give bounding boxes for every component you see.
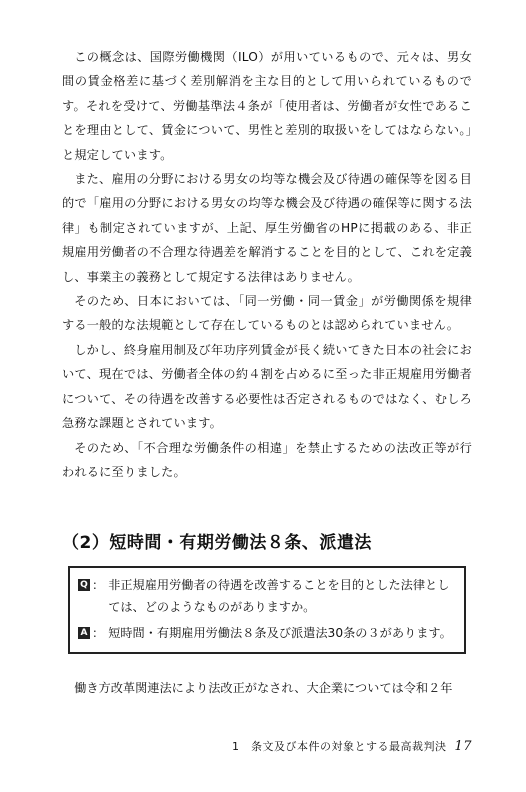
paragraph-3: そのため、日本においては、「同一労働・同一賃金」が労働関係を規律する一般的な法規範として存在しているものとは認められていません。	[62, 294, 472, 333]
question-mark-icon: Q	[78, 579, 90, 591]
question-row	[78, 574, 456, 618]
question-text: 非正規雇用労働者の待遇を改善することを目的とした法律としては、どのようなものがありますか。	[108, 578, 450, 614]
page-footer	[232, 738, 472, 754]
qa-box	[68, 566, 466, 654]
paragraph-5: そのため、「不合理な労働条件の相違」を禁止するための法改正等が行われるに至りました。	[62, 440, 472, 479]
continuation-text: 働き方改革関連法により法改正がなされ、大企業については令和２年	[74, 681, 453, 695]
paragraph-1: この概念は、国際労働機関（ILO）が用いているもので、元々は、男女間の賃金格差に基づく差別解消を主な目的として用いられているものです。それを受けて、労働基準法４条が「使用者は、労働者が女性であることを理由として、賃金について、男性と差別的取扱いをしてはならない。」と規定しています。	[62, 50, 472, 162]
chapter-title: 1 条文及び本件の対象とする最高裁判決	[231, 740, 447, 753]
body-text	[62, 45, 472, 484]
question-colon: ：	[92, 578, 105, 592]
page-number: 17	[454, 739, 472, 754]
section-heading: （2）短時間・有期労働法８条、派遣法	[62, 533, 372, 553]
answer-row	[78, 622, 456, 644]
answer-mark-icon: A	[78, 627, 90, 639]
answer-text: 短時間・有期雇用労働法８条及び派遣法30条の３があります。	[108, 626, 452, 640]
answer-colon: ：	[92, 626, 105, 640]
paragraph-4: しかし、終身雇用制及び年功序列賃金が長く続いてきた日本の社会において、現在では、労働者全体の約４割を占めるに至った非正規雇用労働者について、その待遇を改善する必要性は否定されるものではなく、むしろ急務な課題とされています。	[62, 342, 472, 431]
paragraph-2: また、雇用の分野における男女の均等な機会及び待遇の確保等を図る目的で「雇用の分野における男女の均等な機会及び待遇の確保等に関する法律」も制定されていますが、上記、厚生労働省のHPに掲載のある、非正規雇用労働者の不合理な待遇差を解消することを目的として、これを定義し、事業主の義務として規定する法律はありません。	[62, 172, 472, 284]
